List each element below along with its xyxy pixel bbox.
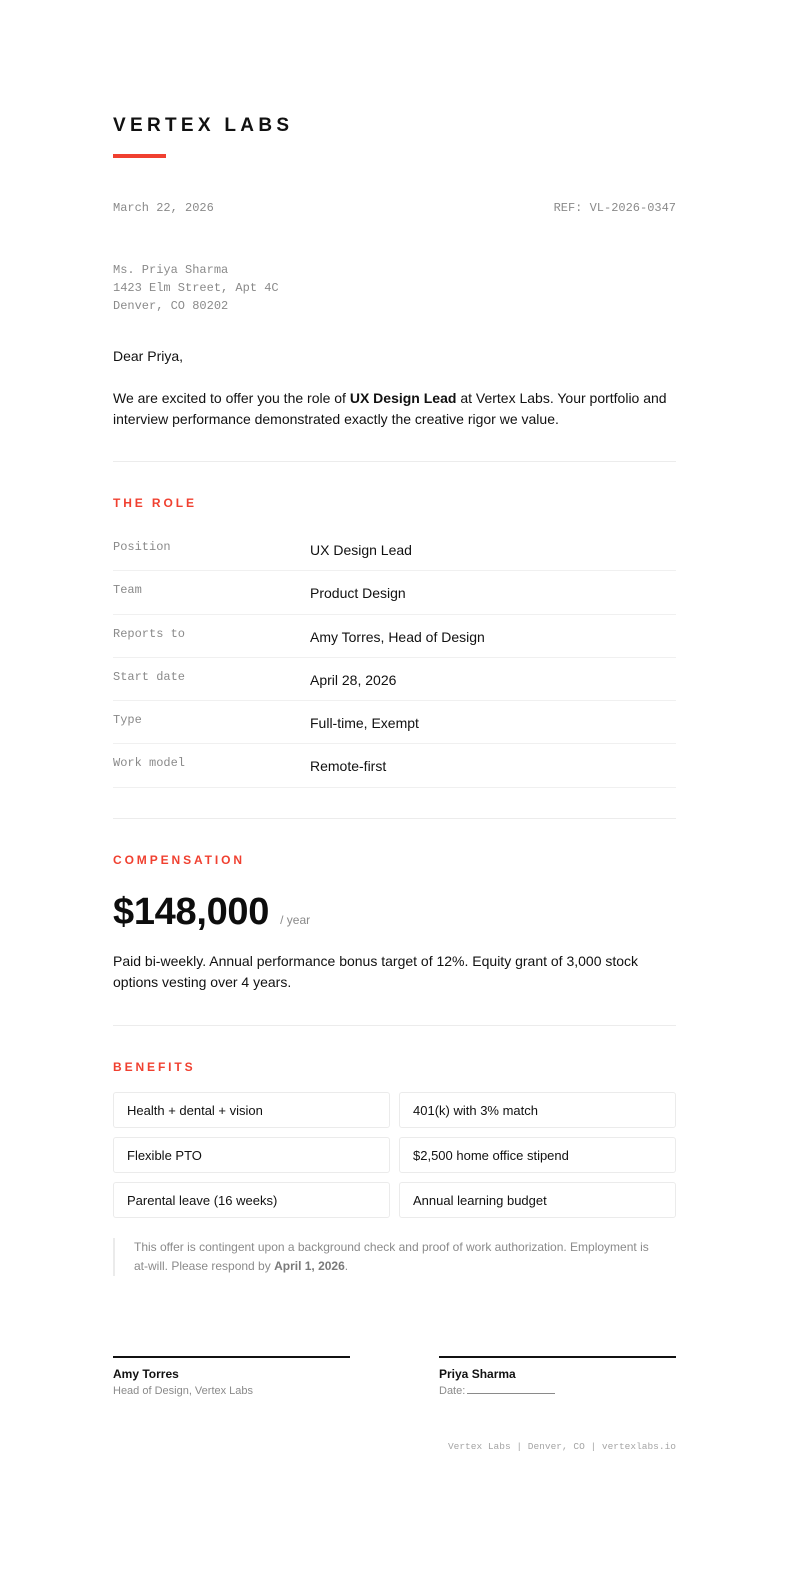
accent-bar bbox=[113, 154, 166, 158]
candidate-signature-block bbox=[439, 1356, 676, 1399]
recipient-street: 1423 Elm Street, Apt 4C bbox=[113, 281, 279, 295]
row-value: Remote-first bbox=[310, 758, 387, 775]
table-row bbox=[113, 744, 676, 787]
benefit-item: Parental leave (16 weeks) bbox=[113, 1182, 390, 1218]
row-value: Amy Torres, Head of Design bbox=[310, 628, 485, 645]
divider bbox=[113, 1025, 676, 1026]
row-value: Full-time, Exempt bbox=[310, 715, 419, 732]
table-row bbox=[113, 701, 676, 744]
row-value: Product Design bbox=[310, 585, 406, 602]
offer-conditions-note bbox=[113, 1238, 676, 1276]
note-text: This offer is contingent upon a background check and proof of work authorization. Employment is at-will. Please respond by bbox=[134, 1240, 649, 1273]
benefit-item: 401(k) with 3% match bbox=[399, 1092, 676, 1128]
candidate-name: Priya Sharma bbox=[439, 1367, 516, 1381]
benefit-item: Annual learning budget bbox=[399, 1182, 676, 1218]
section-heading-benefits: BENEFITS bbox=[113, 1060, 196, 1074]
signature-line bbox=[113, 1356, 350, 1358]
salary-period: / year bbox=[280, 913, 311, 927]
divider bbox=[113, 818, 676, 819]
section-heading-compensation: COMPENSATION bbox=[113, 853, 245, 867]
table-row bbox=[113, 615, 676, 658]
footer: Vertex Labs | Denver, CO | vertexlabs.io bbox=[447, 1441, 676, 1452]
intro-role-title: UX Design Lead bbox=[349, 390, 457, 406]
employer-signature-block bbox=[113, 1356, 350, 1399]
role-details-table bbox=[113, 528, 676, 788]
date-field bbox=[439, 1383, 676, 1399]
note-text-end: . bbox=[344, 1259, 349, 1273]
benefit-item: $2,500 home office stipend bbox=[399, 1137, 676, 1173]
table-row bbox=[113, 571, 676, 614]
company-logo: VERTEX LABS bbox=[113, 115, 294, 136]
intro-text: We are excited to offer you the role of bbox=[113, 390, 350, 406]
letter-date: March 22, 2026 bbox=[113, 201, 214, 215]
reference-number: REF: VL-2026-0347 bbox=[553, 201, 676, 215]
recipient-city: Denver, CO 80202 bbox=[113, 299, 229, 313]
intro-paragraph bbox=[113, 388, 676, 430]
response-deadline: April 1, 2026 bbox=[274, 1259, 345, 1273]
row-label: Type bbox=[113, 713, 142, 728]
intro-text-end: at Vertex Labs. Your portfolio and interview performance demonstrated exactly the creative rigor we value. bbox=[113, 390, 667, 427]
salary-amount: $148,000 bbox=[113, 891, 270, 933]
employer-title: Head of Design, Vertex Labs bbox=[113, 1385, 254, 1397]
row-value: UX Design Lead bbox=[310, 542, 412, 558]
date-blank-field[interactable] bbox=[467, 1383, 555, 1394]
row-label: Team bbox=[113, 583, 142, 598]
benefits-grid bbox=[113, 1092, 676, 1218]
table-row bbox=[113, 658, 676, 701]
compensation-description: Paid bi-weekly. Annual performance bonus target of 12%. Equity grant of 3,000 stock options vesting over 4 years. bbox=[113, 953, 639, 990]
date-label: Date: bbox=[439, 1385, 466, 1397]
row-label: Position bbox=[113, 540, 171, 554]
greeting: Dear Priya, bbox=[113, 348, 184, 364]
row-label: Reports to bbox=[113, 626, 186, 641]
divider bbox=[113, 461, 676, 462]
section-heading-role: THE ROLE bbox=[113, 496, 197, 510]
row-value: April 28, 2026 bbox=[310, 671, 397, 688]
recipient-name: Ms. Priya Sharma bbox=[113, 263, 229, 277]
salary bbox=[113, 890, 310, 934]
letter-meta bbox=[113, 201, 676, 215]
table-row bbox=[113, 528, 676, 571]
recipient-address bbox=[113, 261, 279, 315]
benefit-item: Health + dental + vision bbox=[113, 1092, 390, 1128]
employer-name: Amy Torres bbox=[113, 1367, 179, 1381]
signature-line[interactable] bbox=[439, 1356, 676, 1358]
row-label: Start date bbox=[113, 669, 186, 684]
row-label: Work model bbox=[113, 756, 186, 771]
benefit-item: Flexible PTO bbox=[113, 1137, 390, 1173]
